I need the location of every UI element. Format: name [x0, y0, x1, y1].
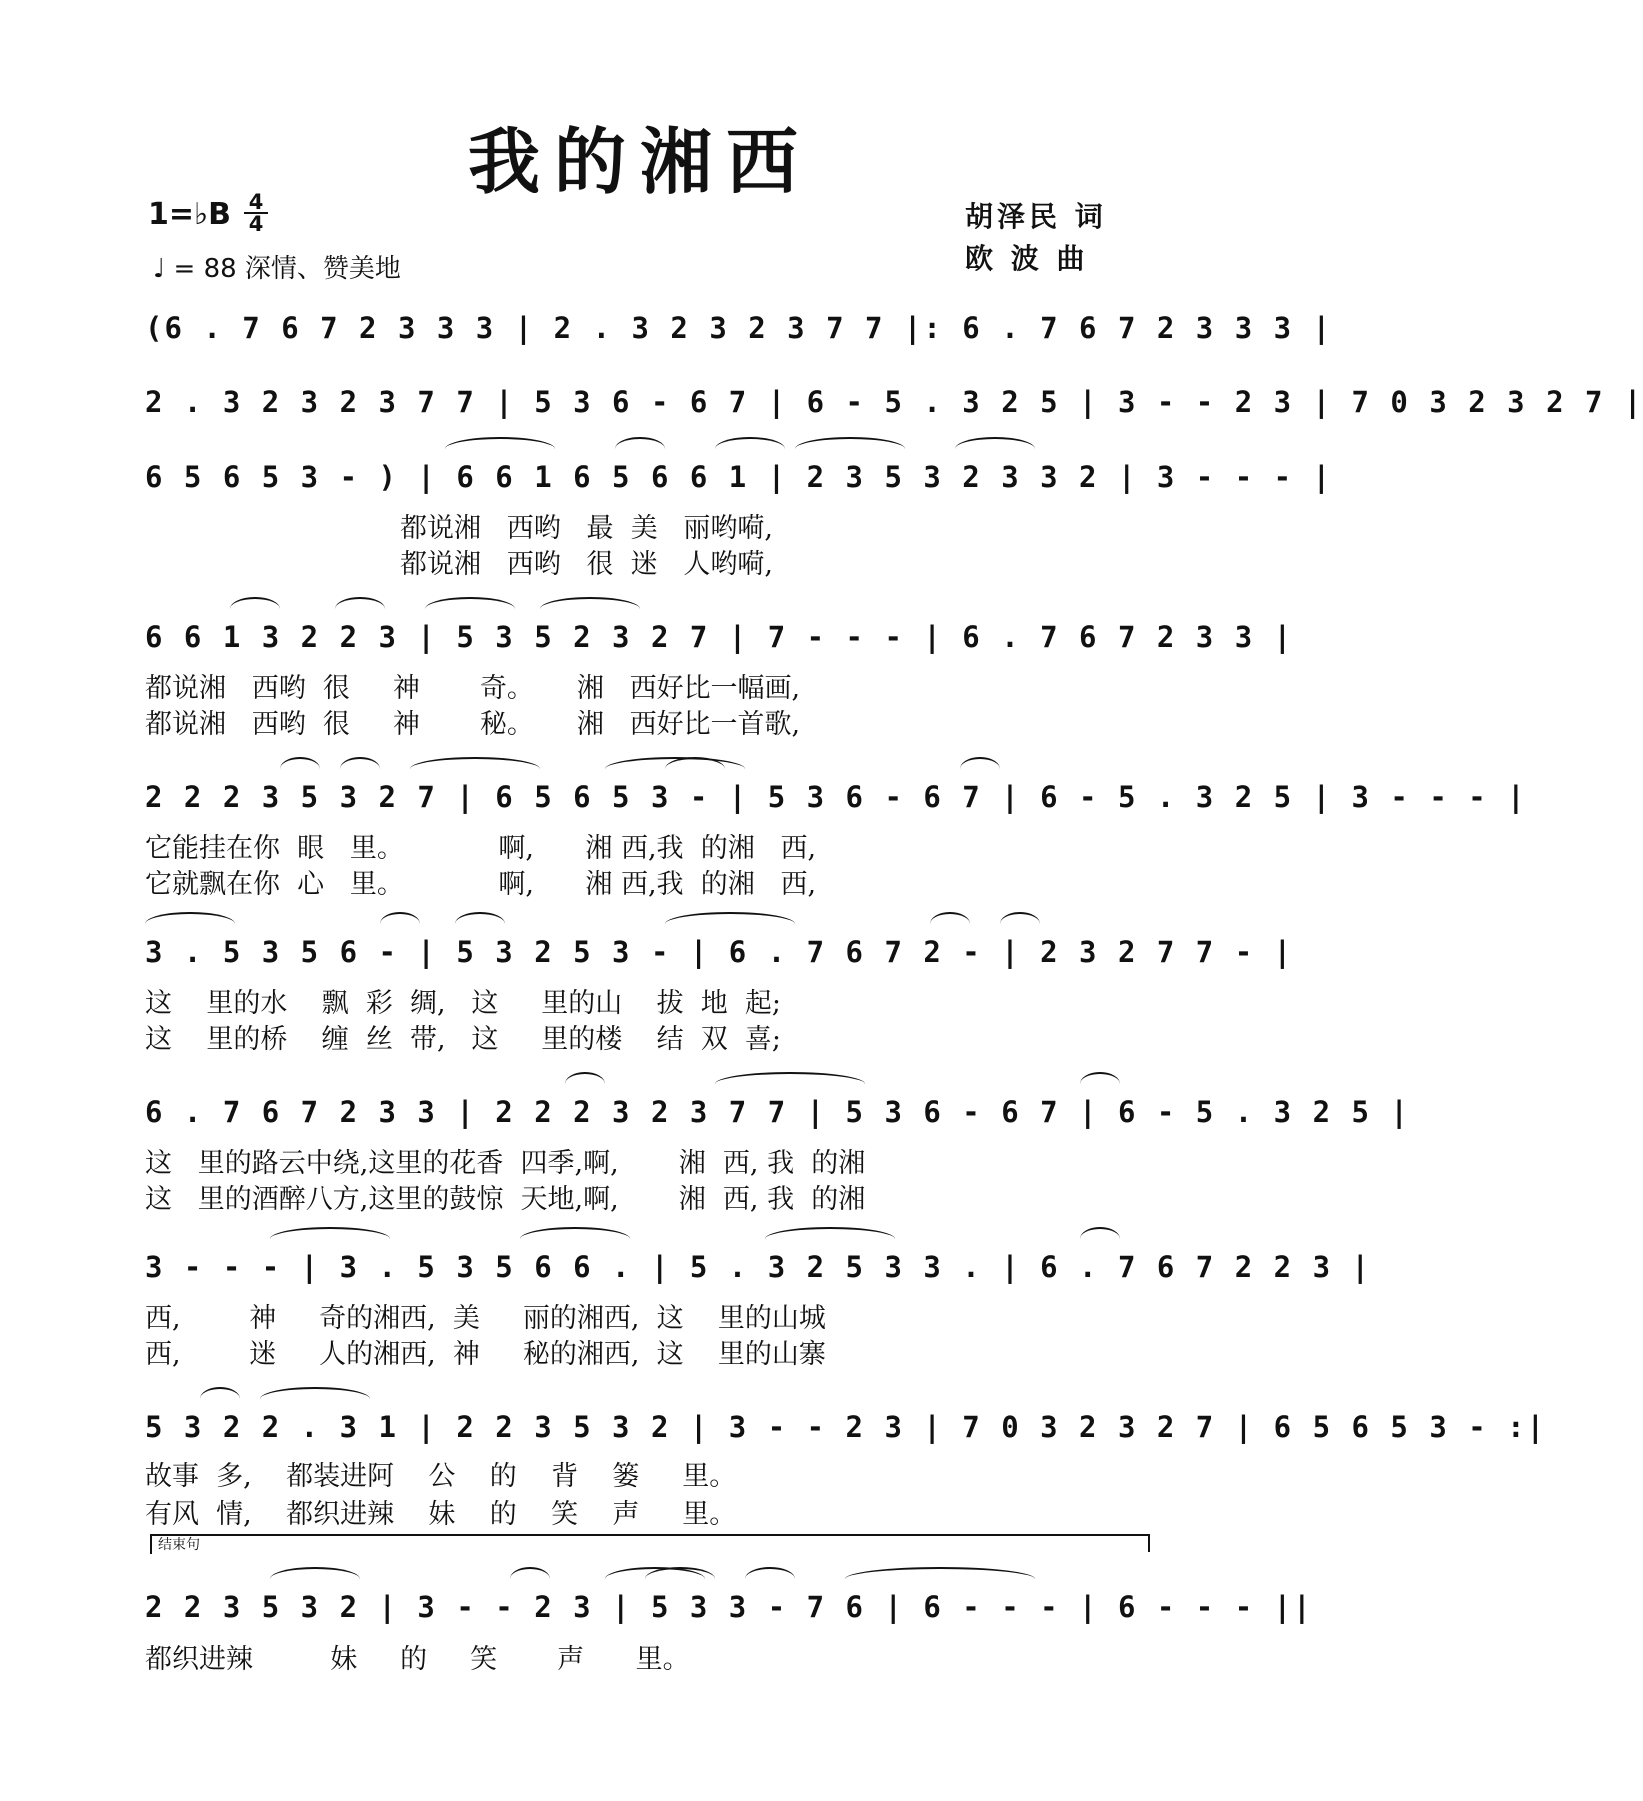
- song-title: 我的湘西: [467, 119, 812, 204]
- score-system-9: [145, 1405, 1547, 1449]
- notation-line: (6 . 7 6 7 2 3 3 3 | 2 . 3 2 3 2 3 7 7 |: 6 . 7 6 7 2 3 3 3 |: [145, 311, 1333, 345]
- composer-credit: 欧 波 曲: [965, 242, 1089, 275]
- lyric-line: 都说湘 西哟 很 神 秘。 湘 西好比一首歌,: [145, 709, 801, 740]
- score-system-5: [145, 775, 1527, 819]
- score-system-3: [145, 455, 1333, 499]
- score-system-10: [145, 1585, 1313, 1629]
- ending-bracket-end: [1148, 1536, 1150, 1552]
- time-signature: [244, 192, 268, 234]
- key-signature: 1=♭B: [148, 197, 232, 232]
- ending-label: 结束句: [150, 1536, 200, 1554]
- lyric-line: 都织进辣 妹 的 笑 声 里。: [145, 1644, 690, 1675]
- lyricist-credit: 胡泽民 词: [965, 200, 1107, 233]
- lyric-line: 西, 迷 人的湘西, 神 秘的湘西, 这 里的山寨: [145, 1339, 826, 1370]
- lyric-line: 这 里的水 飘 彩 绸, 这 里的山 拔 地 起;: [145, 988, 781, 1019]
- score-system-6: [145, 930, 1294, 974]
- score-system-7: [145, 1090, 1410, 1134]
- lyric-line: 有风 情, 都织进辣 妹 的 笑 声 里。: [145, 1499, 737, 1530]
- score-system-2: [145, 380, 1643, 424]
- score-system-8: [145, 1245, 1371, 1289]
- score-system-4: [145, 615, 1294, 659]
- notation-line: 2 2 3 5 3 2 | 3 - - 2 3 | 5 3 3 - 7 6 | 6 - - - | 6 - - - ||: [145, 1590, 1313, 1624]
- lyric-line: 它就飘在你 心 里。 啊, 湘 西,我 的湘 西,: [145, 869, 817, 900]
- score-system-1: [145, 306, 1333, 350]
- lyric-line: 都说湘 西哟 很 迷 人哟嗬,: [400, 549, 773, 580]
- notation-line: 6 . 7 6 7 2 3 3 | 2 2 2 3 2 3 7 7 | 5 3 6 - 6 7 | 6 - 5 . 3 2 5 |: [145, 1095, 1410, 1129]
- tempo-marking: ♩ = 88 深情、赞美地: [153, 254, 401, 284]
- lyric-line: 都说湘 西哟 最 美 丽哟嗬,: [400, 513, 773, 544]
- time-sig-top: 4: [244, 192, 268, 214]
- notation-line: 6 6 1 3 2 2 3 | 5 3 5 2 3 2 7 | 7 - - - | 6 . 7 6 7 2 3 3 |: [145, 620, 1294, 654]
- notation-line: 2 . 3 2 3 2 3 7 7 | 5 3 6 - 6 7 | 6 - 5 . 3 2 5 | 3 - - 2 3 | 7 0 3 2 3 2 7 |: [145, 385, 1643, 419]
- notation-line: 3 . 5 3 5 6 - | 5 3 2 5 3 - | 6 . 7 6 7 2 - | 2 3 2 7 7 - |: [145, 935, 1294, 969]
- ending-bracket: [150, 1534, 1150, 1556]
- lyric-line: 故事 多, 都装进阿 公 的 背 篓 里。: [145, 1461, 737, 1492]
- lyric-line: 都说湘 西哟 很 神 奇。 湘 西好比一幅画,: [145, 673, 801, 704]
- notation-line: 5 3 2 2 . 3 1 | 2 2 3 5 3 2 | 3 - - 2 3 | 7 0 3 2 3 2 7 | 6 5 6 5 3 - :|: [145, 1410, 1547, 1444]
- time-sig-bottom: 4: [248, 212, 264, 236]
- lyric-line: 西, 神 奇的湘西, 美 丽的湘西, 这 里的山城: [145, 1303, 826, 1334]
- lyric-line: 这 里的桥 缠 丝 带, 这 里的楼 结 双 喜;: [145, 1024, 781, 1055]
- lyric-line: 这 里的酒醉八方,这里的鼓惊 天地,啊, 湘 西, 我 的湘: [145, 1184, 866, 1215]
- notation-line: 3 - - - | 3 . 5 3 5 6 6 . | 5 . 3 2 5 3 3 . | 6 . 7 6 7 2 2 3 |: [145, 1250, 1371, 1284]
- lyric-line: 这 里的路云中绕,这里的花香 四季,啊, 湘 西, 我 的湘: [145, 1148, 866, 1179]
- notation-line: 6 5 6 5 3 - ) | 6 6 1 6 5 6 6 1 | 2 3 5 3 2 3 3 2 | 3 - - - |: [145, 460, 1333, 494]
- notation-line: 2 2 2 3 5 3 2 7 | 6 5 6 5 3 - | 5 3 6 - 6 7 | 6 - 5 . 3 2 5 | 3 - - - |: [145, 780, 1527, 814]
- lyric-line: 它能挂在你 眼 里。 啊, 湘 西,我 的湘 西,: [145, 833, 817, 864]
